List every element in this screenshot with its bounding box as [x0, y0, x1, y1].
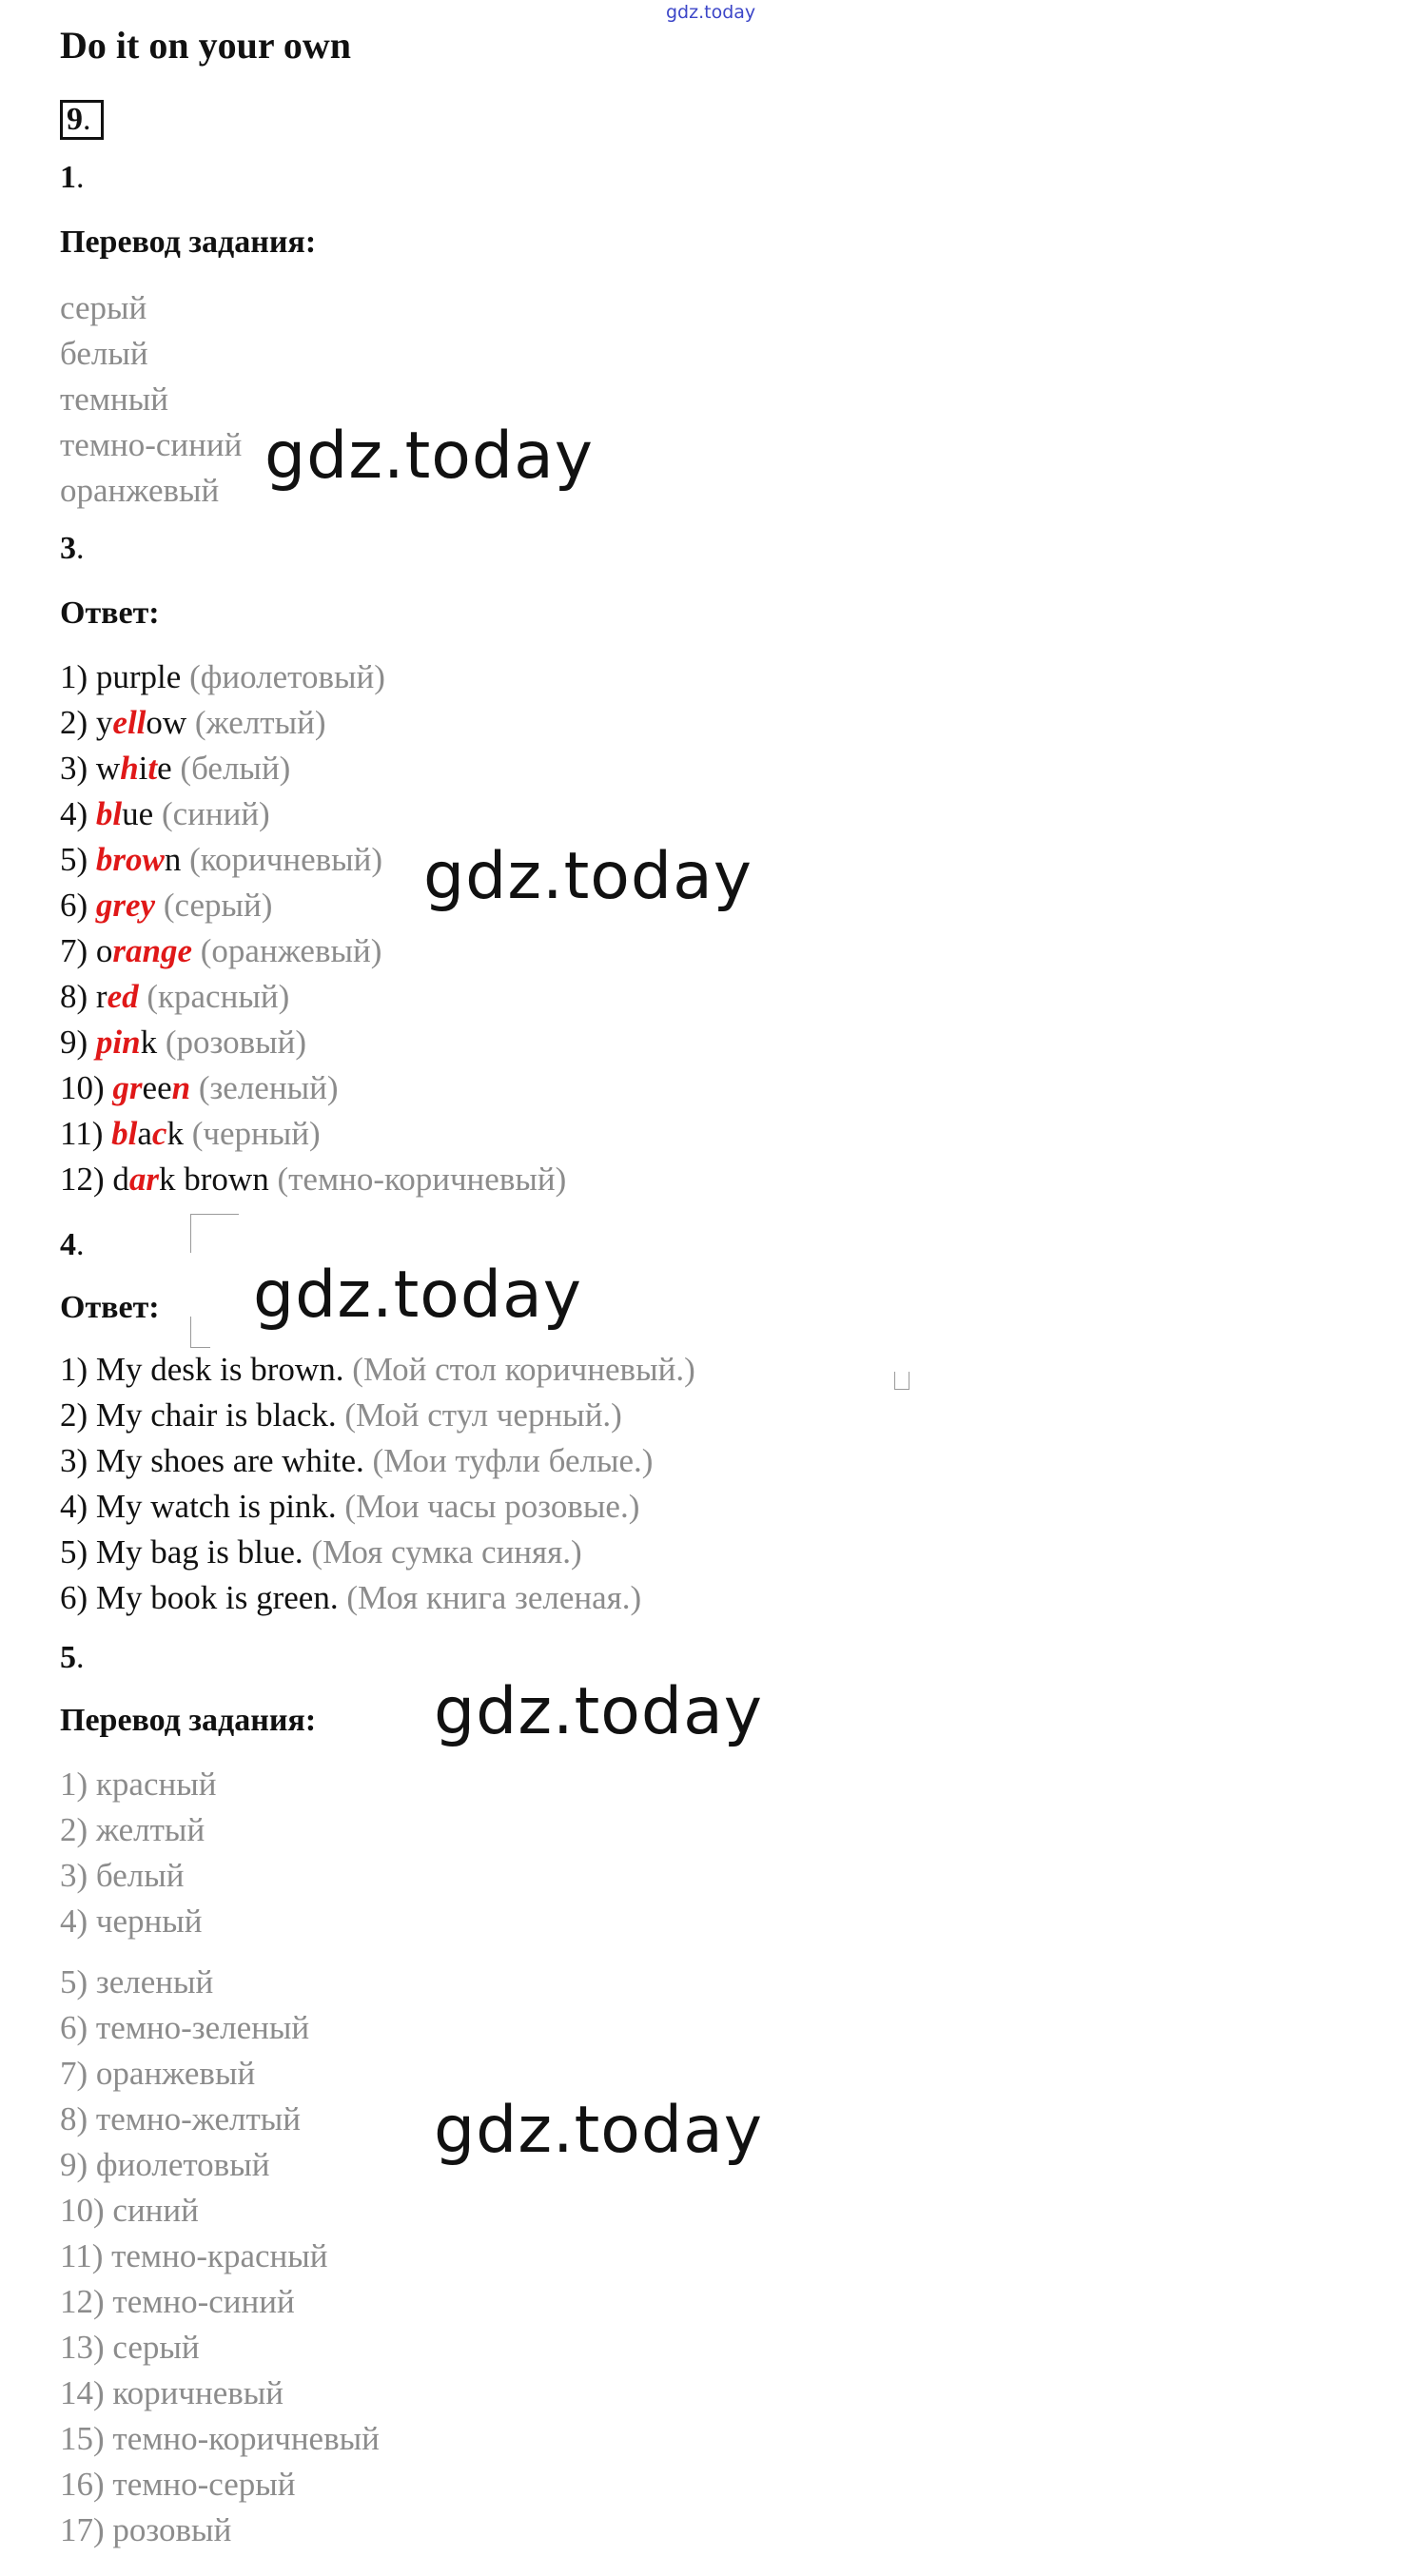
watermark-2: gdz.today	[423, 839, 753, 914]
watermark-3: gdz.today	[253, 1258, 582, 1333]
list-item: 9) pink (розовый)	[60, 1024, 307, 1061]
list-item: 14) коричневый	[60, 2374, 284, 2411]
corner-mark	[190, 1214, 239, 1253]
list-item: 11) black (черный)	[60, 1115, 321, 1152]
list-item: 8) red (красный)	[60, 978, 290, 1015]
list-item: 2) yellow (желтый)	[60, 704, 326, 741]
list-item: 3) My shoes are white. (Мои туфли белые.)	[60, 1442, 654, 1479]
list-item: 1) purple (фиолетовый)	[60, 658, 385, 695]
list-item: 11) темно-красный	[60, 2237, 328, 2274]
list-item: 12) темно-синий	[60, 2283, 295, 2320]
list-item: 3) white (белый)	[60, 750, 291, 787]
list-item: темно-синий	[60, 426, 243, 463]
section-4-number: 4.	[60, 1227, 85, 1262]
list-item: 6) My book is green. (Моя книга зеленая.)	[60, 1579, 642, 1616]
list-item: 8) темно-желтый	[60, 2100, 302, 2137]
list-item: серый	[60, 289, 147, 326]
section-3-label: Ответ:	[60, 595, 160, 631]
corner-mark	[894, 1372, 909, 1390]
list-item: 4) My watch is pink. (Мои часы розовые.)	[60, 1488, 640, 1525]
section-3-number: 3.	[60, 531, 85, 566]
list-item: 4) blue (синий)	[60, 795, 270, 832]
list-item: 7) оранжевый	[60, 2055, 256, 2092]
exercise-number: 9	[67, 102, 83, 137]
list-item: 4) черный	[60, 1903, 203, 1940]
list-item: 3) белый	[60, 1857, 185, 1894]
list-item: белый	[60, 335, 148, 372]
list-item: 1) My desk is brown. (Мой стол коричневый.)	[60, 1351, 695, 1388]
section-3-list	[60, 654, 566, 1202]
list-item: 12) dark brown (темно-коричневый)	[60, 1161, 567, 1198]
section-1-label: Перевод задания:	[60, 224, 317, 260]
list-item: 10) синий	[60, 2192, 199, 2229]
list-item: 6) темно-зеленый	[60, 2009, 310, 2046]
section-5-number: 5.	[60, 1640, 85, 1675]
page-title: Do it on your own	[60, 24, 351, 67]
section-1-list	[60, 285, 242, 514]
list-item: 5) brown (коричневый)	[60, 841, 383, 878]
top-watermark: gdz.today	[666, 2, 756, 23]
list-item: темный	[60, 381, 168, 418]
section-4-list	[60, 1347, 695, 1621]
corner-mark	[190, 1317, 210, 1348]
list-item: 5) My bag is blue. (Моя сумка синяя.)	[60, 1533, 582, 1571]
list-item: 2) желтый	[60, 1811, 205, 1848]
section-4-label: Ответ:	[60, 1290, 160, 1325]
list-item: 6) grey (серый)	[60, 887, 273, 924]
exercise-number-box: 9.	[60, 100, 104, 140]
list-item: 16) темно-серый	[60, 2466, 296, 2503]
section-5-list-2	[60, 1960, 380, 2553]
list-item: 10) green (зеленый)	[60, 1069, 339, 1106]
watermark-4: gdz.today	[434, 1674, 763, 1749]
list-item: 7) orange (оранжевый)	[60, 932, 382, 969]
list-item: 1) красный	[60, 1766, 217, 1803]
list-item: 9) фиолетовый	[60, 2146, 270, 2183]
section-5-list-1	[60, 1762, 216, 1944]
watermark-5: gdz.today	[434, 2093, 763, 2168]
list-item: оранжевый	[60, 472, 220, 509]
list-item: 13) серый	[60, 2329, 200, 2366]
list-item: 17) розовый	[60, 2511, 232, 2548]
section-5-label: Перевод задания:	[60, 1703, 317, 1738]
watermark-1: gdz.today	[264, 419, 594, 494]
section-1-number: 1.	[60, 160, 85, 195]
list-item: 15) темно-коричневый	[60, 2420, 380, 2457]
list-item: 5) зеленый	[60, 1963, 214, 2000]
list-item: 2) My chair is black. (Мой стул черный.)	[60, 1396, 622, 1434]
